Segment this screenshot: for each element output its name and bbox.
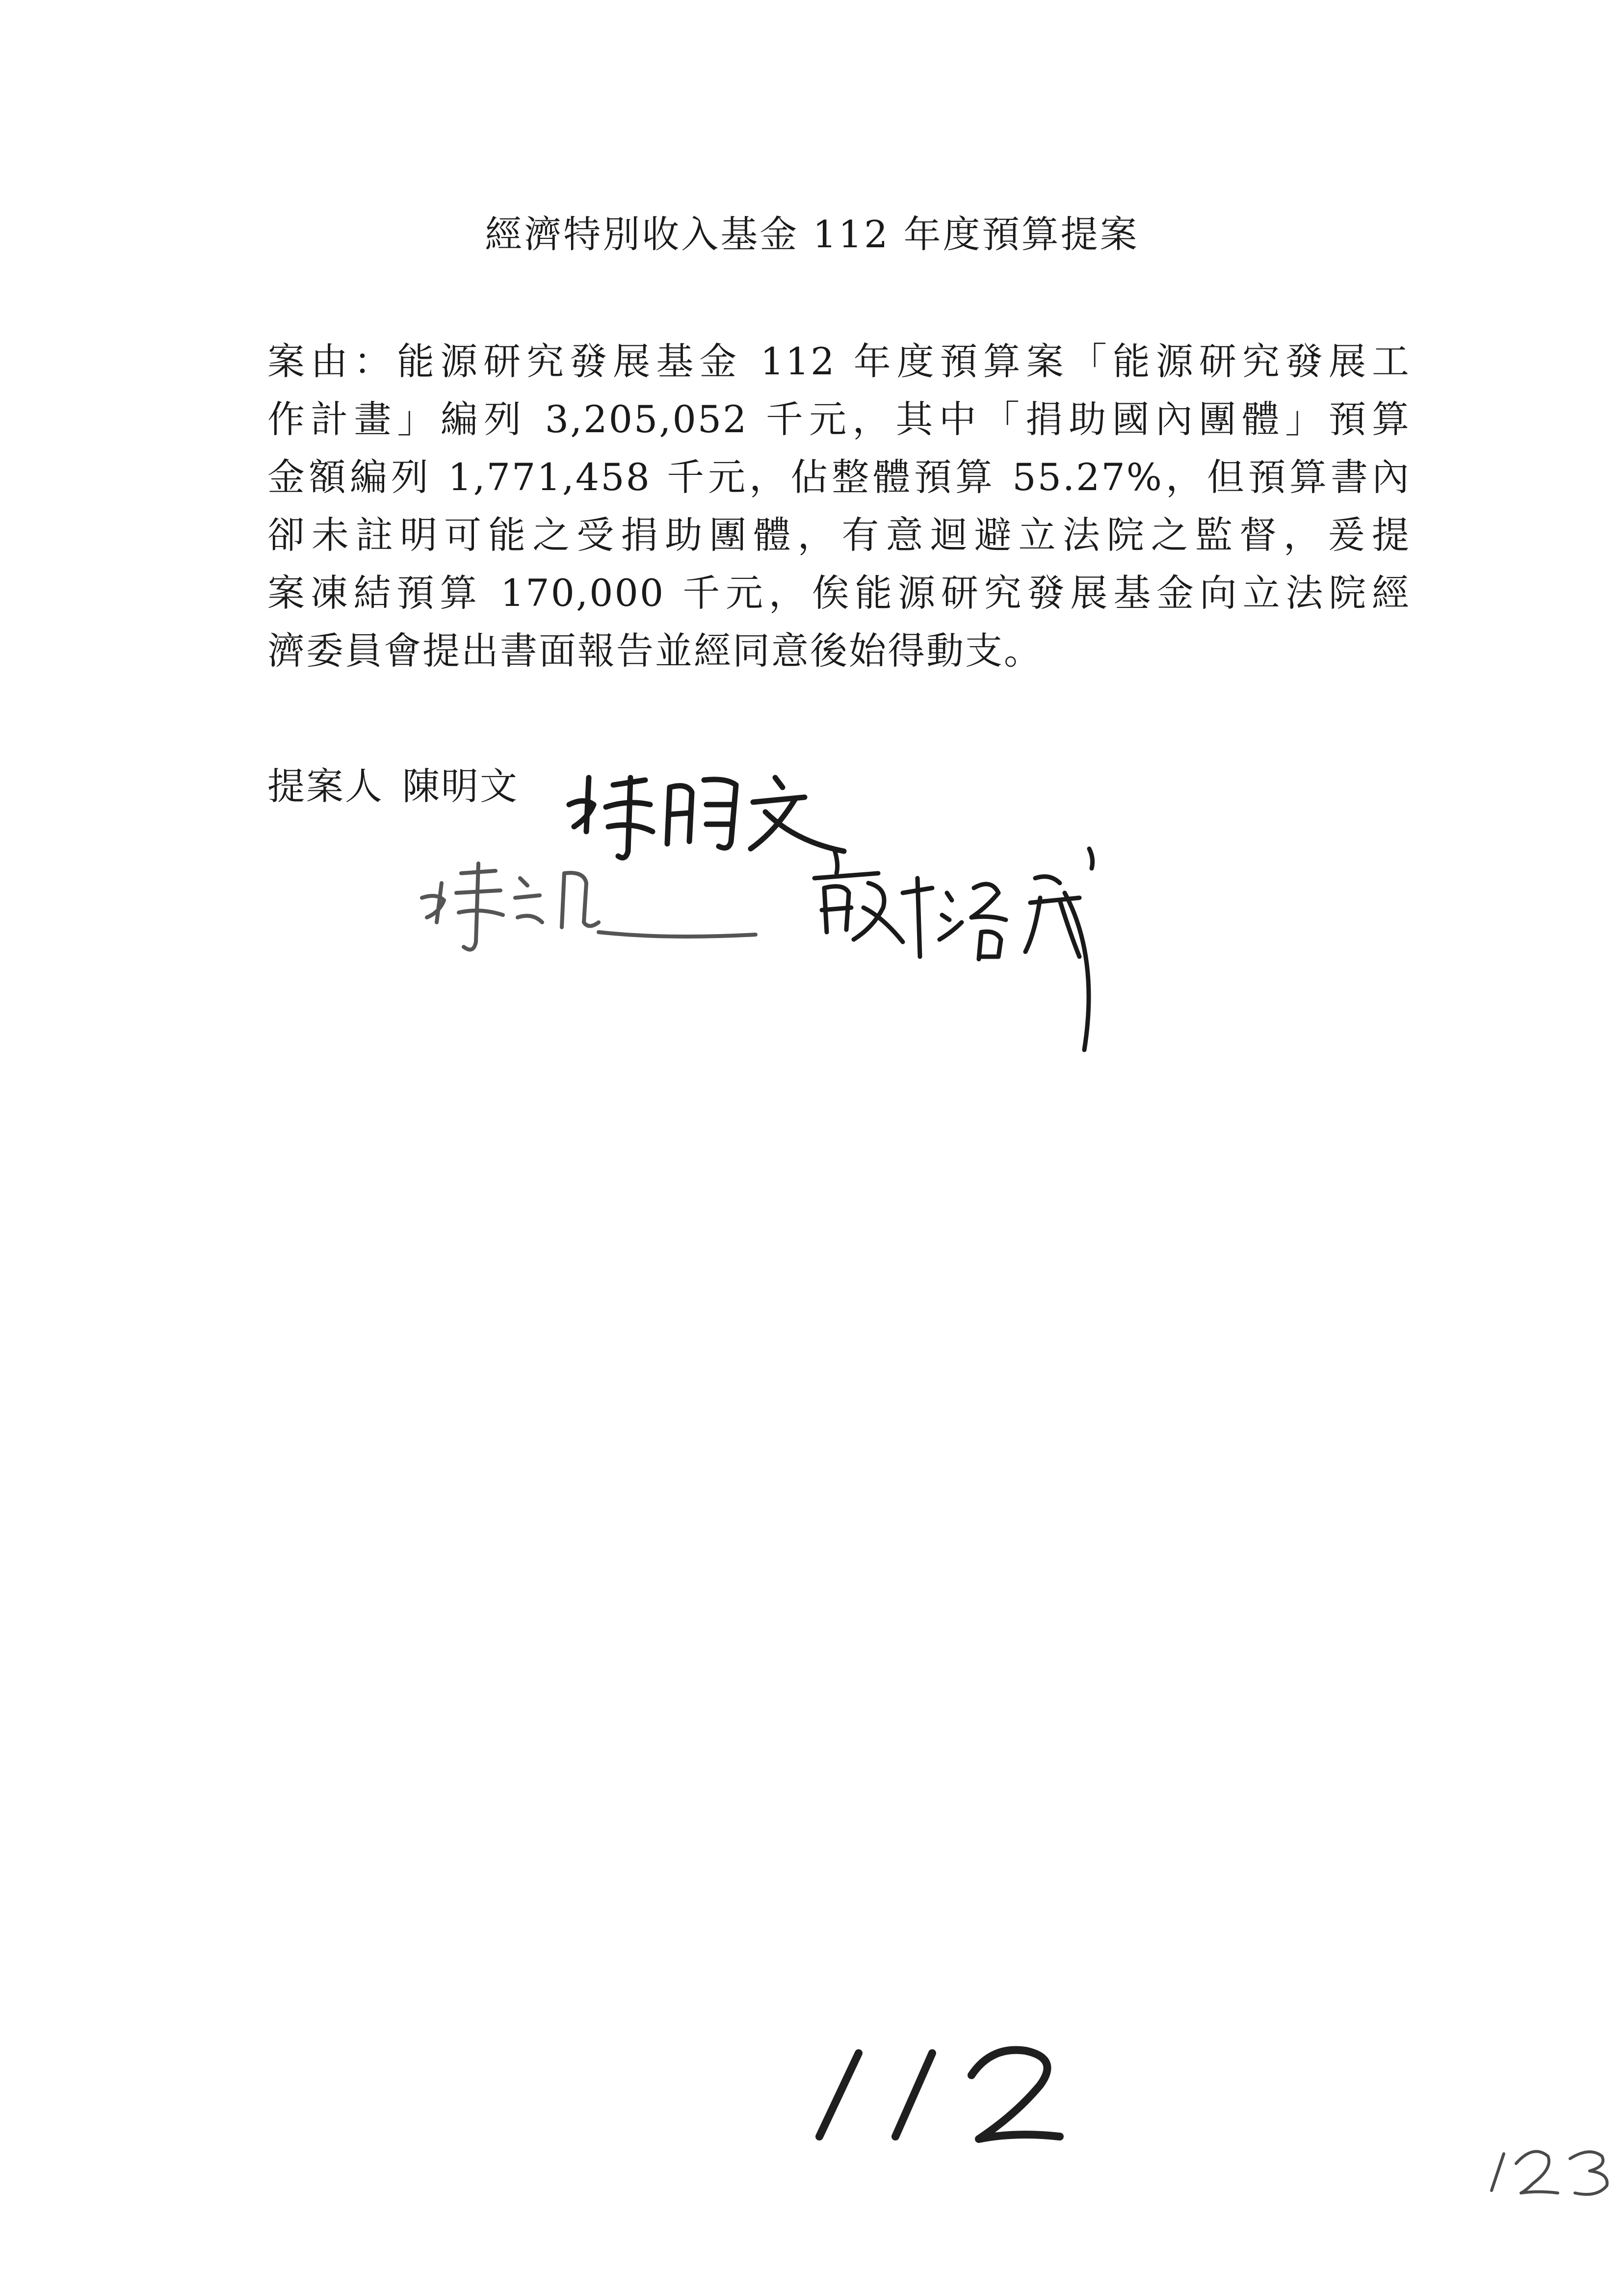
signature-2	[422, 844, 775, 962]
signature-3	[805, 834, 1148, 1060]
body-line-1: 案由：能源研究發展基金 112 年度預算案「能源研究發展工	[267, 339, 1411, 383]
body-line-3: 金額編列 1,771,458 千元，佔整體預算 55.27%，但預算書內	[267, 455, 1411, 499]
proposer-name: 陳明文	[402, 764, 519, 808]
body-line-6: 濟委員會提出書面報告並經同意後始得動支。	[267, 629, 1043, 673]
proposer-label: 提案人	[267, 764, 384, 808]
body-line-4: 卻未註明可能之受捐助團體，有意迴避立法院之監督，爰提	[267, 513, 1411, 557]
handwritten-corner-number	[1479, 2144, 1622, 2203]
proposer-line	[267, 764, 519, 808]
body-line-2: 作計畫」編列 3,205,052 千元，其中「捐助國內團體」預算	[267, 397, 1411, 441]
page-title: 經濟特別收入基金 112 年度預算提案	[485, 212, 1139, 256]
body-line-5: 案凍結預算 170,000 千元，俟能源研究發展基金向立法院經	[267, 571, 1411, 615]
proposal-body	[267, 333, 1411, 680]
handwritten-page-number	[785, 2036, 1089, 2159]
